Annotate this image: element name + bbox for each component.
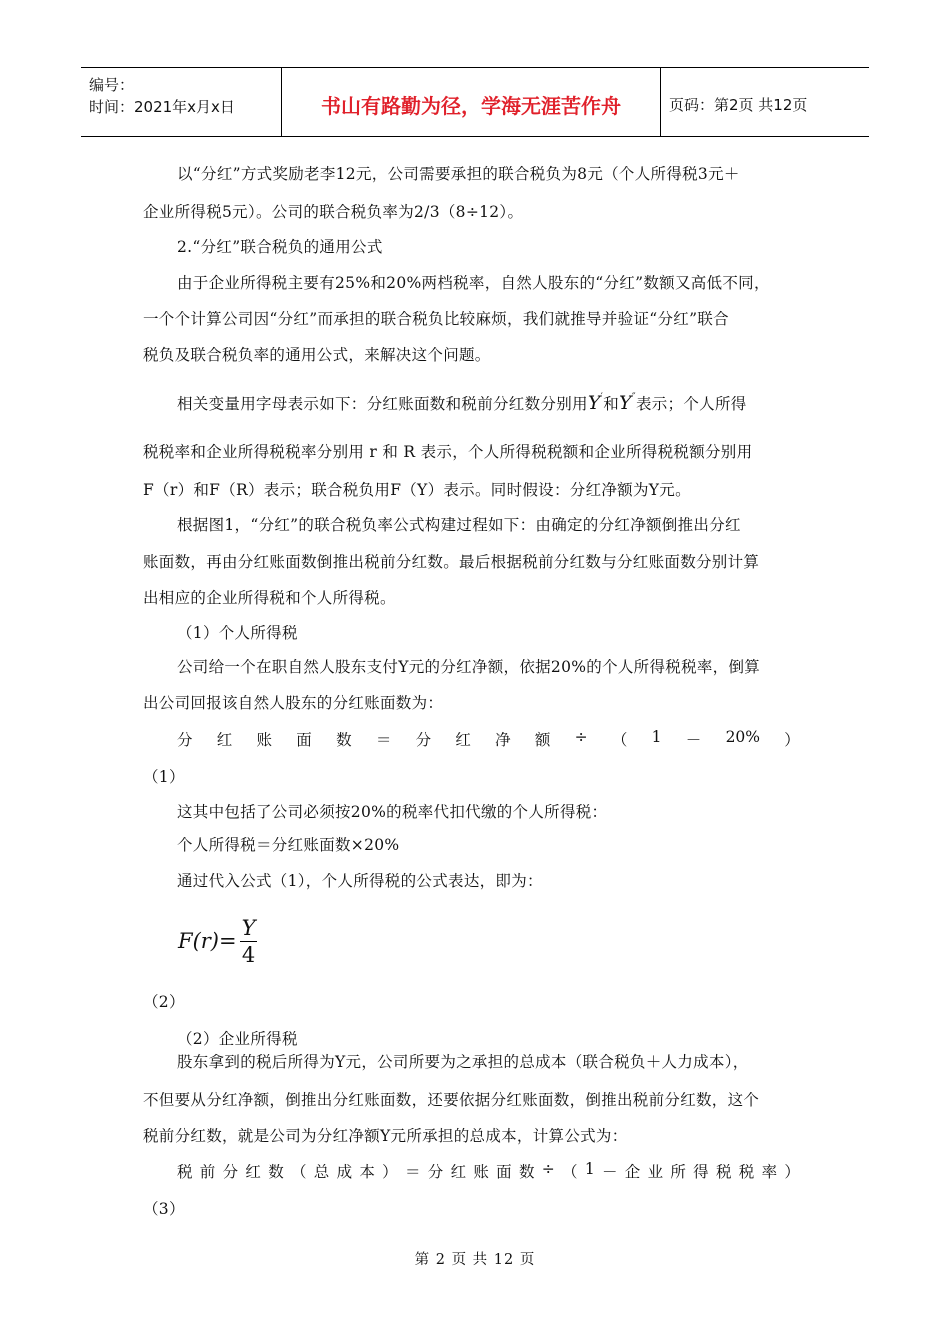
page-footer: 第 2 页 共 12 页 xyxy=(414,1252,536,1268)
equation-number: （1） xyxy=(143,768,185,786)
equation-token: 税 xyxy=(715,1163,732,1181)
equation-token: 前 xyxy=(199,1163,216,1181)
equation-token: 净 xyxy=(495,731,511,749)
equation-token: 本 xyxy=(359,1163,375,1181)
formula-lhs: F(r)= xyxy=(178,929,237,953)
formula-fraction xyxy=(240,917,258,966)
equation-token: ÷ xyxy=(574,728,588,746)
equation-token: 总 xyxy=(313,1163,330,1181)
equation-token: 得 xyxy=(693,1163,709,1181)
fraction-denominator: 4 xyxy=(241,942,256,967)
equation-token: 业 xyxy=(647,1163,664,1181)
paragraph-line: 这其中包括了公司必须按20%的税率代扣代缴的个人所得税： xyxy=(177,803,608,821)
paragraph-line: 不但要从分红净额，倒推出分红账面数，还要依据分红账面数，倒推出税前分红数，这个 xyxy=(143,1091,760,1109)
equation-token: （ xyxy=(611,731,628,749)
paragraph-line: 一个个计算公司因“分红”而承担的联合税负比较麻烦，我们就推导并验证“分红”联合 xyxy=(143,310,729,328)
paragraph-text: 相关变量用字母表示如下：分红账面数和税前分红数分别用 xyxy=(177,395,588,413)
equation-token: 账 xyxy=(473,1163,489,1181)
paragraph-line: 股东拿到的税后所得为Y元，公司所要为之承担的总成本（联合税负＋人力成本）， xyxy=(177,1053,749,1071)
equation-token: 税 xyxy=(738,1163,755,1181)
equation-token: 红 xyxy=(216,731,233,749)
equation-token: 面 xyxy=(496,1163,512,1181)
equation-token: （ xyxy=(562,1163,578,1181)
equation-1 xyxy=(177,728,800,750)
equation-token: 企 xyxy=(624,1163,641,1181)
paragraph-line: 以“分红”方式奖励老李12元，公司需要承担的联合税负为8元（个人所得税3元＋ xyxy=(177,165,740,183)
equation-token: 数 xyxy=(518,1163,535,1181)
paragraph-line: 由于企业所得税主要有25%和20%两档税率，自然人股东的“分红”数额又高低不同， xyxy=(177,274,770,292)
equation-token: ） xyxy=(784,731,800,749)
equation-token: ＝ xyxy=(404,1163,421,1181)
equation-token: － xyxy=(601,1163,618,1181)
equation-token: － xyxy=(685,731,702,749)
paragraph-line: 税前分红数，就是公司为分红净额Y元所承担的总成本，计算公式为： xyxy=(143,1127,628,1145)
equation-token: 面 xyxy=(296,731,312,749)
variable-y-prime: Y′ xyxy=(587,392,604,414)
equation-number: （3） xyxy=(143,1200,185,1218)
paragraph-line: 出公司回报该自然人股东的分红账面数为： xyxy=(143,694,444,712)
page-info: 页码：第2页 共12页 xyxy=(669,96,808,114)
paragraph-line: F（r）和F（R）表示；联合税负用F（Y）表示。同时假设：分红净额为Y元。 xyxy=(143,481,691,499)
equation-token: 红 xyxy=(455,731,471,749)
paragraph-line: 账面数，再由分红账面数倒推出税前分红数。最后根据税前分红数与分红账面数分别计算 xyxy=(143,553,760,571)
variable-y-double-prime: Y″ xyxy=(619,392,636,414)
equation-token: 分 xyxy=(415,731,432,749)
equation-token: 分 xyxy=(222,1163,239,1181)
date-label: 时间：2021年x月x日 xyxy=(89,98,235,116)
paragraph-line: 税税率和企业所得税税率分别用 r 和 R 表示，个人所得税税额和企业所得税税额分别用 xyxy=(143,443,753,461)
section-heading: 2.“分红”联合税负的通用公式 xyxy=(177,238,383,256)
paragraph-line: 公司给一个在职自然人股东支付Y元的分红净额，依据20%的个人所得税税率，倒算 xyxy=(177,658,761,676)
paragraph-line: 企业所得税5元）。公司的联合税负率为2/3（8÷12）。 xyxy=(143,203,524,221)
equation-token: ＝ xyxy=(375,731,392,749)
paragraph-line: 相关变量用字母表示如下：分红账面数和税前分红数分别用Y′和Y″表示；个人所得 xyxy=(177,392,747,414)
equation-token: 1 xyxy=(651,728,662,746)
subsection-heading: （2）企业所得税 xyxy=(177,1030,298,1048)
motto-text: 书山有路勤为径，学海无涯苦作舟 xyxy=(321,94,621,118)
formula-f-r xyxy=(178,912,257,970)
serial-number-label: 编号： xyxy=(89,76,135,94)
paragraph-text: 表示；个人所得 xyxy=(635,395,747,413)
subsection-heading: （1）个人所得税 xyxy=(177,624,298,642)
equation-token: 分 xyxy=(427,1163,444,1181)
paragraph-line: 根据图1，“分红”的联合税负率公式构建过程如下：由确定的分红净额倒推出分红 xyxy=(177,516,741,534)
equation-token: 数 xyxy=(268,1163,284,1181)
paragraph-line: 通过代入公式（1），个人所得税的公式表达，即为： xyxy=(177,872,543,890)
equation-token: （ xyxy=(290,1163,307,1181)
equation-token: 红 xyxy=(245,1163,261,1181)
equation-token: 账 xyxy=(256,731,273,749)
equation-token: 数 xyxy=(336,731,352,749)
equation-token: 成 xyxy=(336,1163,353,1181)
equation-token: 红 xyxy=(450,1163,467,1181)
equation-token: 税 xyxy=(177,1163,193,1181)
equation-token: ） xyxy=(784,1163,800,1181)
equation-token: ） xyxy=(382,1163,398,1181)
equation-token: 20% xyxy=(725,728,761,746)
paragraph-line: 出相应的企业所得税和个人所得税。 xyxy=(143,589,396,607)
equation-token: ÷ xyxy=(541,1160,555,1178)
equation-token: 率 xyxy=(761,1163,778,1181)
paragraph-line: 个人所得税＝分红账面数×20% xyxy=(177,836,400,854)
fraction-numerator: Y xyxy=(241,915,256,940)
equation-token: 所 xyxy=(670,1163,686,1181)
equation-token: 额 xyxy=(534,731,551,749)
equation-token: 1 xyxy=(584,1160,595,1178)
equation-token: 分 xyxy=(177,731,193,749)
equation-number: （2） xyxy=(143,993,185,1011)
paragraph-line: 税负及联合税负率的通用公式，来解决这个问题。 xyxy=(143,346,491,364)
equation-3 xyxy=(177,1160,800,1182)
